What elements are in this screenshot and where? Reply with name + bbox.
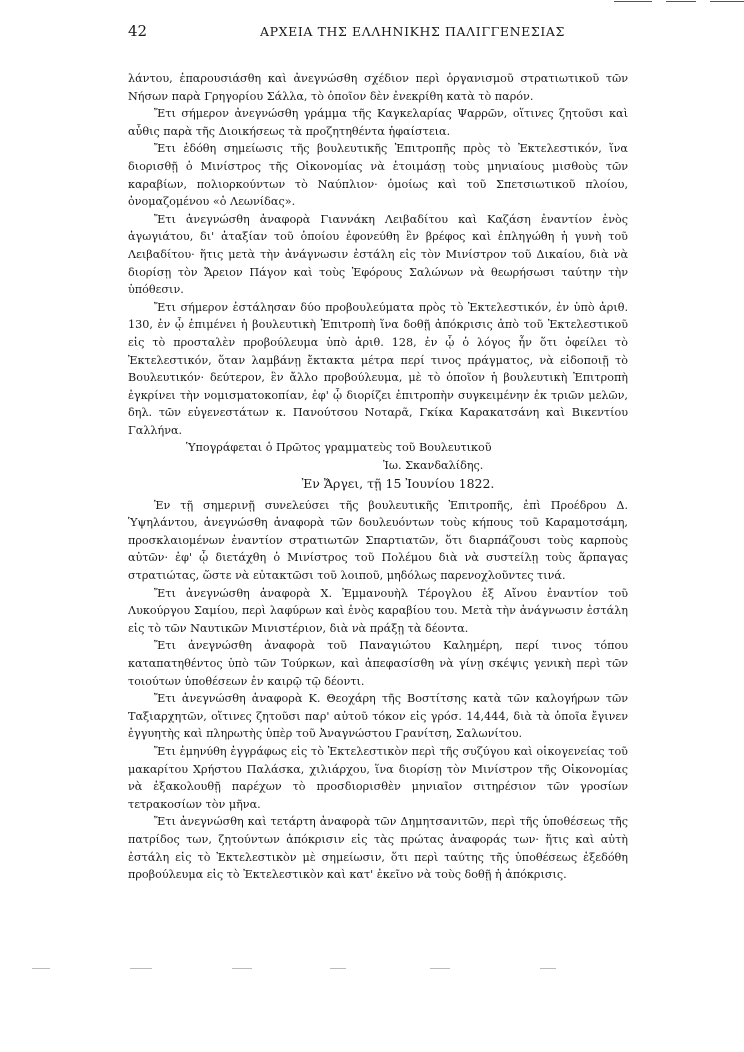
paragraph: Ἔτι ἀνεγνώσθη ἀναφορὰ Γιαννάκη Λειβαδίτου καὶ Καζάση ἐναντίον ἑνὸς ἀγωγιάτου, δι' ἀταξίαν τοῦ ὁποίου ἐφονεύθη ἓν βρέφος καὶ ἐπληγώθη ἡ γυνὴ τοῦ Λειβαδίτου· ἥτις μετὰ τὴν ἀνάγνωσιν ἐστάλη εἰς τὸν Μινίστρον τοῦ Δικαίου, διὰ νὰ διορίσῃ τὸν Ἄρειον Πάγον καὶ τοὺς Ἐφόρους Σαλώνων νὰ θεωρήσωσι ταύτην τὴν ὑπόθεσιν.: [128, 212, 628, 297]
dateline: Ἐν Ἄργει, τῇ 15 Ἰουνίου 1822.: [301, 475, 495, 491]
paragraph-continuation: λάντου, ἐπαρουσιάσθη καὶ ἀνεγνώσθη σχέδιον περὶ ὀργανισμοῦ στρατιωτικοῦ τῶν Νήσων παρὰ Γρηγορίου Σάλλα, τὸ ὁποῖον δὲν ἐνεκρίθη κατὰ τὸ παρόν.: [128, 72, 628, 103]
page-header: [128, 22, 628, 46]
paragraph: Ἔτι ἀνεγνώσθη ἀναφορὰ τοῦ Παναγιώτου Καλημέρη, περί τινος τόπου καταπατηθέντος ὑπὸ τῶν Τούρκων, καὶ ἀπεφασίσθη νὰ γίνῃ σκέψις γενικὴ περὶ τῶν τοιούτων ὑποθέσεων ἐν καιρῷ τῷ δέοντι.: [128, 639, 628, 688]
scan-artifacts: [0, 967, 744, 971]
paragraph: Ἔτι ἐδόθη σημείωσις τῆς βουλευτικῆς Ἐπιτροπῆς πρὸς τὸ Ἐκτελεστικόν, ἵνα διορισθῇ ὁ Μινίστρος τῆς Οἰκονομίας νὰ ἑτοιμάσῃ τοὺς μηνιαίους μισθοὺς τῶν καραβίων, πολιορκούντων τὸ Ναύπλιον· ὁμοίως καὶ τοῦ Σπετσιωτικοῦ πλοίου, ὀνομαζομένου «ὁ Λεωνίδας».: [128, 142, 628, 209]
paragraph: Ἐν τῇ σημερινῇ συνελεύσει τῆς βουλευτικῆς Ἐπιτροπῆς, ἐπὶ Προέδρου Δ. Ὑψηλάντου, ἀνεγνώσθη ἀναφορὰ τῶν δουλευόντων τοὺς κήπους τοῦ Καραμοτσάμη, προσκλαιομένων ἐναντίον στρατιωτῶν Σπαρτιατῶν, ὅτι διαρπάζουσι τοὺς καρποὺς αὐτῶν· ἐφ' ᾧ διετάχθη ὁ Μινίστρος τοῦ Πολέμου διὰ νὰ συστείλῃ τοὺς ἅρπαγας στρατιώτας, ὥστε νὰ εὐτακτῶσι τοῦ λοιποῦ, μηδόλως παρενοχλοῦντες τινά.: [128, 498, 628, 583]
page-number: 42: [128, 22, 148, 40]
paragraph: Ἔτι ἐμηνύθη ἐγγράφως εἰς τὸ Ἐκτελεστικὸν περὶ τῆς συζύγου καὶ οἰκογενείας τοῦ μακαρίτου Χρήστου Παλάσκα, χιλιάρχου, ἵνα διορίσῃ τὸν Μινίστρον τῆς Οἰκονομίας νὰ ἐξακολουθῇ παρέχων τὸ προσδιορισθὲν μηνιαῖον σιτηρέσιον τῶν γροσίων τετρακοσίων τὸν μῆνα.: [128, 744, 628, 811]
signature-name: Ἰω. Σκανδαλίδης.: [383, 459, 484, 473]
paragraph: Ἔτι ἀνεγνώσθη καὶ τετάρτη ἀναφορὰ τῶν Δημητσανιτῶν, περὶ τῆς ὑποθέσεως τῆς πατρίδος των, ζητούντων ἀπόκρισιν εἰς τὰς πρώτας ἀναφοράς των· ἥτις καὶ αὐτὴ ἐστάλη εἰς τὸ Ἐκτελεστικὸν μὲ σημείωσιν, ὅτι περὶ ταύτης τῆς ὑποθέσεως ἐξεδόθη προβούλευμα εἰς τὸ Ἐκτελεστικὸν καὶ κατ' ἐκεῖνο νὰ τοὺς δοθῇ ἡ ἀπόκρισις.: [128, 815, 628, 882]
paragraph: Ἔτι σήμερον ἐστάλησαν δύο προβουλεύματα πρὸς τὸ Ἐκτελεστικόν, ἐν ὑπὸ ἀριθ. 130, ἐν ᾧ ἐπιμένει ἡ βουλευτικὴ Ἐπιτροπὴ ἵνα δοθῇ ἀπόκρισις ἀπὸ τοῦ Ἐκτελεστικοῦ εἰς τὸ προσταλὲν προβούλευμα ὑπὸ ἀριθ. 128, ἐν ᾧ ὁ λόγος ἦν ὅτι ὀφείλει τὸ Ἐκτελεστικόν, ὅταν λαμβάνῃ ἔκτακτα μέτρα περί τινος πράγματος, νὰ εἰδοποιῇ τὸ Βουλευτικόν· δεύτερον, ἓν ἄλλο προβούλευμα, μὲ τὸ ὁποῖον ἡ βουλευτικὴ Ἐπιτροπὴ ἐγκρίνει τὴν νομισματοκοπίαν, ἐφ' ᾧ διορίζει ἐπιτροπὴν συγκειμένην ἐκ τριῶν μελῶν, δηλ. τῶν εὐγενεστάτων κ. Πανούτσου Νοταρᾶ, Γκίκα Καρακατσάνη καὶ Βικεντίου Γαλλήνα.: [128, 300, 628, 437]
paragraph: Ἔτι ἀνεγνώσθη ἀναφορὰ Κ. Θεοχάρη τῆς Βοστίτσης κατὰ τῶν καλογήρων τῶν Ταξιαρχητῶν, οἵτινες ζητοῦσι παρ' αὐτοῦ τόκον εἰς γρόσ. 14,444, διὰ τὰ ὁποῖα ἔγινεν ἐγγυητὴς καὶ πληρωτὴς ὑπὲρ τοῦ Ἀναγνώστου Γρανίτση, Σαλωνίτου.: [128, 692, 628, 741]
running-title: ΑΡΧΕΙΑ ΤΗΣ ΕΛΛΗΝΙΚΗΣ ΠΑΛΙΓΓΕΝΕΣΙΑΣ: [260, 24, 565, 39]
page-body: [128, 70, 628, 884]
paragraph: Ἔτι σήμερον ἀνεγνώσθη γράμμα τῆς Καγκελαρίας Ψαρρῶν, οἵτινες ζητοῦσι καὶ αὖθις παρὰ τῆς Διοικήσεως τὰ προζητηθέντα ἡφαίστεια.: [128, 107, 628, 138]
scan-edge-mark: [614, 0, 744, 4]
signature-line: Ὑπογράφεται ὁ Πρῶτος γραμματεὺς τοῦ Βουλευτικοῦ: [186, 441, 492, 455]
paragraph: Ἔτι ἀνεγνώσθη ἀναφορὰ Χ. Ἐμμανουὴλ Τέρογλου ἐξ Αἴνου ἐναντίον τοῦ Λυκούργου Σαμίου, περὶ λαφύρων καὶ ἑνὸς καραβίου του. Μετὰ τὴν ἀνάγνωσιν ἐστάλη εἰς τὸ τῶν Ναυτικῶν Μινιστέριον, διὰ νὰ πράξῃ τὰ δέοντα.: [128, 586, 628, 635]
